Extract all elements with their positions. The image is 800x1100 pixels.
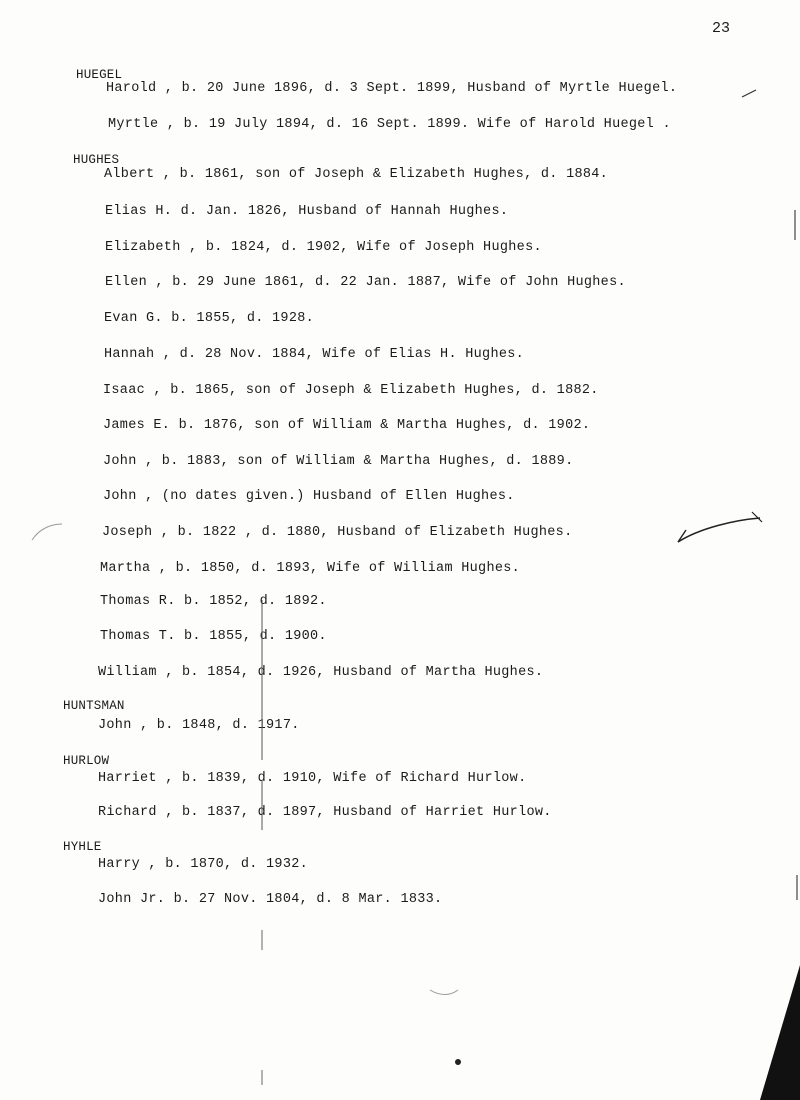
- record-entry: Ellen , b. 29 June 1861, d. 22 Jan. 1887, Wife of John Hughes.: [105, 275, 626, 290]
- surname-heading: HUNTSMAN: [63, 699, 125, 713]
- record-entry: Richard , b. 1837, d. 1897, Husband of Harriet Hurlow.: [98, 805, 552, 820]
- record-entry: John , b. 1883, son of William & Martha Hughes, d. 1889.: [103, 454, 574, 469]
- record-entry: Harriet , b. 1839, d. 1910, Wife of Richard Hurlow.: [98, 771, 527, 786]
- page-number: 23: [712, 20, 731, 37]
- record-entry: Thomas R. b. 1852, d. 1892.: [100, 594, 327, 609]
- record-entry: Elizabeth , b. 1824, d. 1902, Wife of Joseph Hughes.: [105, 240, 542, 255]
- record-entry: Isaac , b. 1865, son of Joseph & Elizabeth Hughes, d. 1882.: [103, 383, 599, 398]
- record-entry: John , (no dates given.) Husband of Ellen Hughes.: [103, 489, 515, 504]
- record-entry: James E. b. 1876, son of William & Martha Hughes, d. 1902.: [103, 418, 591, 433]
- surname-heading: HUEGEL: [76, 68, 123, 82]
- record-entry: Thomas T. b. 1855, d. 1900.: [100, 629, 327, 644]
- record-entry: Harold , b. 20 June 1896, d. 3 Sept. 1899, Husband of Myrtle Huegel.: [106, 81, 678, 96]
- surname-heading: HURLOW: [63, 754, 110, 768]
- record-entry: John , b. 1848, d. 1917.: [98, 718, 300, 733]
- surname-heading: HYHLE: [63, 840, 102, 854]
- record-entry: Hannah , d. 28 Nov. 1884, Wife of Elias H. Hughes.: [104, 347, 525, 362]
- record-entry: Myrtle , b. 19 July 1894, d. 16 Sept. 1899. Wife of Harold Huegel .: [108, 117, 671, 132]
- record-entry: John Jr. b. 27 Nov. 1804, d. 8 Mar. 1833.: [98, 892, 443, 907]
- record-entry: Joseph , b. 1822 , d. 1880, Husband of Elizabeth Hughes.: [102, 525, 573, 540]
- record-entry: Elias H. d. Jan. 1826, Husband of Hannah Hughes.: [105, 204, 509, 219]
- surname-heading: HUGHES: [73, 153, 120, 167]
- record-entry: Martha , b. 1850, d. 1893, Wife of William Hughes.: [100, 561, 521, 576]
- record-entry: William , b. 1854, d. 1926, Husband of Martha Hughes.: [98, 665, 544, 680]
- record-entry: Albert , b. 1861, son of Joseph & Elizabeth Hughes, d. 1884.: [104, 167, 609, 182]
- record-entry: Harry , b. 1870, d. 1932.: [98, 857, 309, 872]
- record-entry: Evan G. b. 1855, d. 1928.: [104, 311, 315, 326]
